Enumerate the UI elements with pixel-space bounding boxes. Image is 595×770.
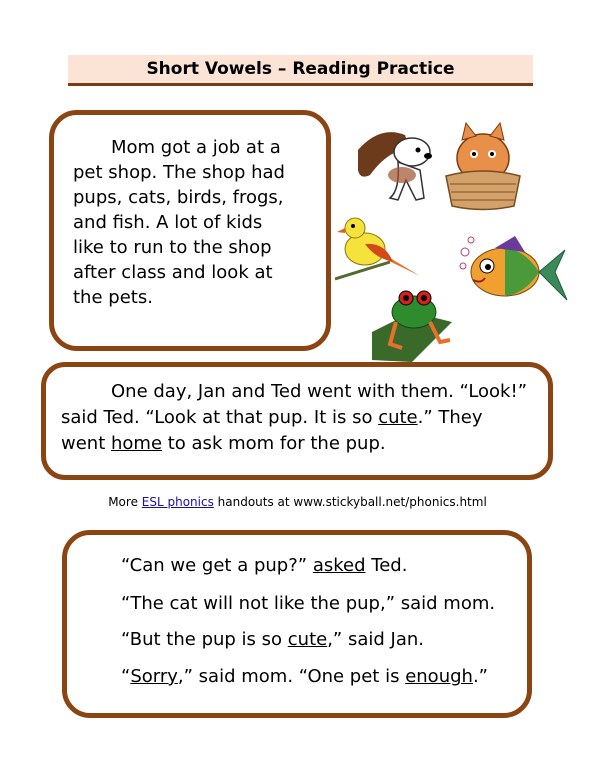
dog-illustration bbox=[350, 120, 440, 205]
dialogue-line-1 bbox=[121, 555, 407, 576]
dialogue-text: ,” said Jan. bbox=[327, 629, 424, 650]
story-text: .” They bbox=[417, 407, 483, 428]
frog-illustration bbox=[372, 282, 462, 362]
fish-illustration bbox=[455, 230, 570, 310]
story-text: to ask mom for the pup. bbox=[162, 433, 386, 454]
vocab-word-enough: enough bbox=[405, 666, 473, 687]
story-paragraph-2 bbox=[61, 379, 541, 457]
dialogue-line-4 bbox=[121, 666, 488, 687]
story-line: after class and look at bbox=[73, 262, 273, 283]
dialogue-box bbox=[62, 530, 532, 718]
dialogue-text: “Can we get a pup?” bbox=[121, 555, 313, 576]
dialogue-text: .” bbox=[472, 666, 488, 687]
vocab-word-cute: cute bbox=[378, 407, 418, 428]
dialogue-line-2: “The cat will not like the pup,” said mom. bbox=[121, 593, 496, 614]
dialogue-text: Ted. bbox=[365, 555, 408, 576]
story-box-2 bbox=[41, 362, 553, 480]
story-line: like to run to the shop bbox=[73, 237, 272, 258]
story-line: the pets. bbox=[73, 287, 153, 308]
story-box-1 bbox=[49, 110, 331, 351]
vocab-word-asked: asked bbox=[312, 555, 366, 576]
dialogue-text: “ bbox=[121, 666, 131, 687]
title-bar bbox=[68, 55, 533, 86]
story-line: pups, cats, birds, frogs, bbox=[73, 187, 284, 208]
vocab-word-home: home bbox=[110, 433, 163, 454]
bird-illustration bbox=[335, 214, 425, 289]
story-line: One day, Jan and Ted went with them. “Look!” bbox=[111, 381, 528, 402]
cat-in-basket-illustration bbox=[438, 118, 528, 213]
dialogue-text: “But the pup is so bbox=[121, 629, 288, 650]
vocab-word-sorry: Sorry bbox=[130, 666, 178, 687]
footer-note bbox=[0, 495, 595, 509]
dialogue-text: ,” said mom. “One pet is bbox=[177, 666, 406, 687]
story-text: said Ted. “Look at that pup. It is so bbox=[61, 407, 379, 428]
footer-suffix: handouts at www.stickyball.net/phonics.html bbox=[213, 495, 487, 509]
story-line: and fish. A lot of kids bbox=[73, 212, 263, 233]
story-text: went bbox=[61, 433, 111, 454]
story-line: Mom got a job at a bbox=[111, 137, 281, 158]
dialogue-line-3 bbox=[121, 629, 424, 650]
footer-prefix: More bbox=[108, 495, 142, 509]
vocab-word-cute: cute bbox=[287, 629, 328, 650]
page-title: Short Vowels – Reading Practice bbox=[146, 59, 455, 79]
story-paragraph-1 bbox=[73, 135, 313, 310]
esl-phonics-link[interactable]: ESL phonics bbox=[141, 495, 214, 509]
story-line: pet shop. The shop had bbox=[73, 162, 285, 183]
